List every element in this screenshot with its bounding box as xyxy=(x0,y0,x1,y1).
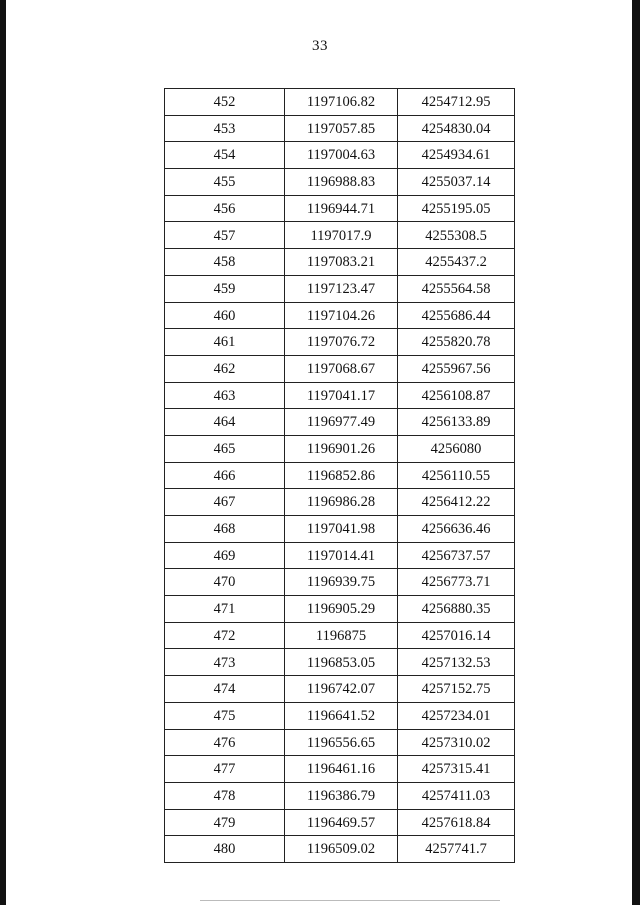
y-coordinate-cell: 4255820.78 xyxy=(398,329,515,356)
x-coordinate-cell: 1196386.79 xyxy=(285,782,398,809)
x-coordinate-cell: 1197014.41 xyxy=(285,542,398,569)
y-coordinate-cell: 4257411.03 xyxy=(398,782,515,809)
x-coordinate-cell: 1197106.82 xyxy=(285,89,398,116)
table-row xyxy=(165,702,515,729)
point-number-cell: 456 xyxy=(165,195,285,222)
point-number-cell: 470 xyxy=(165,569,285,596)
point-number-cell: 462 xyxy=(165,355,285,382)
x-coordinate-cell: 1197041.17 xyxy=(285,382,398,409)
y-coordinate-cell: 4255564.58 xyxy=(398,275,515,302)
point-number-cell: 478 xyxy=(165,782,285,809)
table-row xyxy=(165,809,515,836)
y-coordinate-cell: 4254934.61 xyxy=(398,142,515,169)
y-coordinate-cell: 4257016.14 xyxy=(398,622,515,649)
y-coordinate-cell: 4255195.05 xyxy=(398,195,515,222)
table-row xyxy=(165,649,515,676)
x-coordinate-cell: 1196905.29 xyxy=(285,596,398,623)
point-number-cell: 457 xyxy=(165,222,285,249)
point-number-cell: 459 xyxy=(165,275,285,302)
point-number-cell: 472 xyxy=(165,622,285,649)
x-coordinate-cell: 1196988.83 xyxy=(285,169,398,196)
x-coordinate-cell: 1196901.26 xyxy=(285,435,398,462)
coordinates-table-body xyxy=(165,89,515,863)
y-coordinate-cell: 4257234.01 xyxy=(398,702,515,729)
y-coordinate-cell: 4256773.71 xyxy=(398,569,515,596)
point-number-cell: 476 xyxy=(165,729,285,756)
table-row xyxy=(165,516,515,543)
table-row xyxy=(165,435,515,462)
table-row xyxy=(165,329,515,356)
point-number-cell: 453 xyxy=(165,115,285,142)
y-coordinate-cell: 4257618.84 xyxy=(398,809,515,836)
y-coordinate-cell: 4256636.46 xyxy=(398,516,515,543)
point-number-cell: 454 xyxy=(165,142,285,169)
x-coordinate-cell: 1196556.65 xyxy=(285,729,398,756)
table-row xyxy=(165,462,515,489)
table-row xyxy=(165,729,515,756)
point-number-cell: 463 xyxy=(165,382,285,409)
point-number-cell: 469 xyxy=(165,542,285,569)
y-coordinate-cell: 4255686.44 xyxy=(398,302,515,329)
point-number-cell: 475 xyxy=(165,702,285,729)
y-coordinate-cell: 4256737.57 xyxy=(398,542,515,569)
y-coordinate-cell: 4255037.14 xyxy=(398,169,515,196)
y-coordinate-cell: 4256110.55 xyxy=(398,462,515,489)
x-coordinate-cell: 1196986.28 xyxy=(285,489,398,516)
x-coordinate-cell: 1197076.72 xyxy=(285,329,398,356)
point-number-cell: 477 xyxy=(165,756,285,783)
table-row xyxy=(165,836,515,863)
table-row xyxy=(165,382,515,409)
table-row xyxy=(165,222,515,249)
y-coordinate-cell: 4255967.56 xyxy=(398,355,515,382)
x-coordinate-cell: 1196509.02 xyxy=(285,836,398,863)
page-number: 33 xyxy=(312,38,328,54)
x-coordinate-cell: 1196853.05 xyxy=(285,649,398,676)
x-coordinate-cell: 1196641.52 xyxy=(285,702,398,729)
y-coordinate-cell: 4255437.2 xyxy=(398,249,515,276)
y-coordinate-cell: 4255308.5 xyxy=(398,222,515,249)
point-number-cell: 467 xyxy=(165,489,285,516)
scan-border-left xyxy=(0,0,6,905)
table-row xyxy=(165,169,515,196)
y-coordinate-cell: 4257152.75 xyxy=(398,676,515,703)
point-number-cell: 461 xyxy=(165,329,285,356)
scan-artifact-bottom xyxy=(200,900,500,901)
x-coordinate-cell: 1196977.49 xyxy=(285,409,398,436)
y-coordinate-cell: 4257315.41 xyxy=(398,756,515,783)
point-number-cell: 471 xyxy=(165,596,285,623)
x-coordinate-cell: 1197041.98 xyxy=(285,516,398,543)
table-row xyxy=(165,302,515,329)
x-coordinate-cell: 1197068.67 xyxy=(285,355,398,382)
scan-border-right xyxy=(632,0,640,905)
table-row xyxy=(165,409,515,436)
table-row xyxy=(165,596,515,623)
y-coordinate-cell: 4257310.02 xyxy=(398,729,515,756)
point-number-cell: 465 xyxy=(165,435,285,462)
point-number-cell: 464 xyxy=(165,409,285,436)
coordinates-table xyxy=(164,88,515,863)
y-coordinate-cell: 4254830.04 xyxy=(398,115,515,142)
point-number-cell: 452 xyxy=(165,89,285,116)
table-row xyxy=(165,249,515,276)
x-coordinate-cell: 1196875 xyxy=(285,622,398,649)
y-coordinate-cell: 4256412.22 xyxy=(398,489,515,516)
table-row xyxy=(165,542,515,569)
table-row xyxy=(165,275,515,302)
table-row xyxy=(165,89,515,116)
point-number-cell: 474 xyxy=(165,676,285,703)
point-number-cell: 468 xyxy=(165,516,285,543)
y-coordinate-cell: 4257741.7 xyxy=(398,836,515,863)
table-row xyxy=(165,756,515,783)
y-coordinate-cell: 4256108.87 xyxy=(398,382,515,409)
y-coordinate-cell: 4256133.89 xyxy=(398,409,515,436)
table-row xyxy=(165,782,515,809)
y-coordinate-cell: 4256080 xyxy=(398,435,515,462)
y-coordinate-cell: 4257132.53 xyxy=(398,649,515,676)
table-row xyxy=(165,489,515,516)
table-row xyxy=(165,569,515,596)
table-row xyxy=(165,142,515,169)
point-number-cell: 460 xyxy=(165,302,285,329)
point-number-cell: 473 xyxy=(165,649,285,676)
y-coordinate-cell: 4256880.35 xyxy=(398,596,515,623)
x-coordinate-cell: 1196939.75 xyxy=(285,569,398,596)
x-coordinate-cell: 1196461.16 xyxy=(285,756,398,783)
table-row xyxy=(165,676,515,703)
table-row xyxy=(165,195,515,222)
point-number-cell: 455 xyxy=(165,169,285,196)
point-number-cell: 466 xyxy=(165,462,285,489)
x-coordinate-cell: 1197017.9 xyxy=(285,222,398,249)
point-number-cell: 458 xyxy=(165,249,285,276)
point-number-cell: 480 xyxy=(165,836,285,863)
table-row xyxy=(165,622,515,649)
y-coordinate-cell: 4254712.95 xyxy=(398,89,515,116)
table-row xyxy=(165,115,515,142)
x-coordinate-cell: 1196742.07 xyxy=(285,676,398,703)
table-row xyxy=(165,355,515,382)
x-coordinate-cell: 1197104.26 xyxy=(285,302,398,329)
x-coordinate-cell: 1197004.63 xyxy=(285,142,398,169)
point-number-cell: 479 xyxy=(165,809,285,836)
x-coordinate-cell: 1197083.21 xyxy=(285,249,398,276)
x-coordinate-cell: 1196469.57 xyxy=(285,809,398,836)
x-coordinate-cell: 1197057.85 xyxy=(285,115,398,142)
x-coordinate-cell: 1196944.71 xyxy=(285,195,398,222)
x-coordinate-cell: 1196852.86 xyxy=(285,462,398,489)
x-coordinate-cell: 1197123.47 xyxy=(285,275,398,302)
